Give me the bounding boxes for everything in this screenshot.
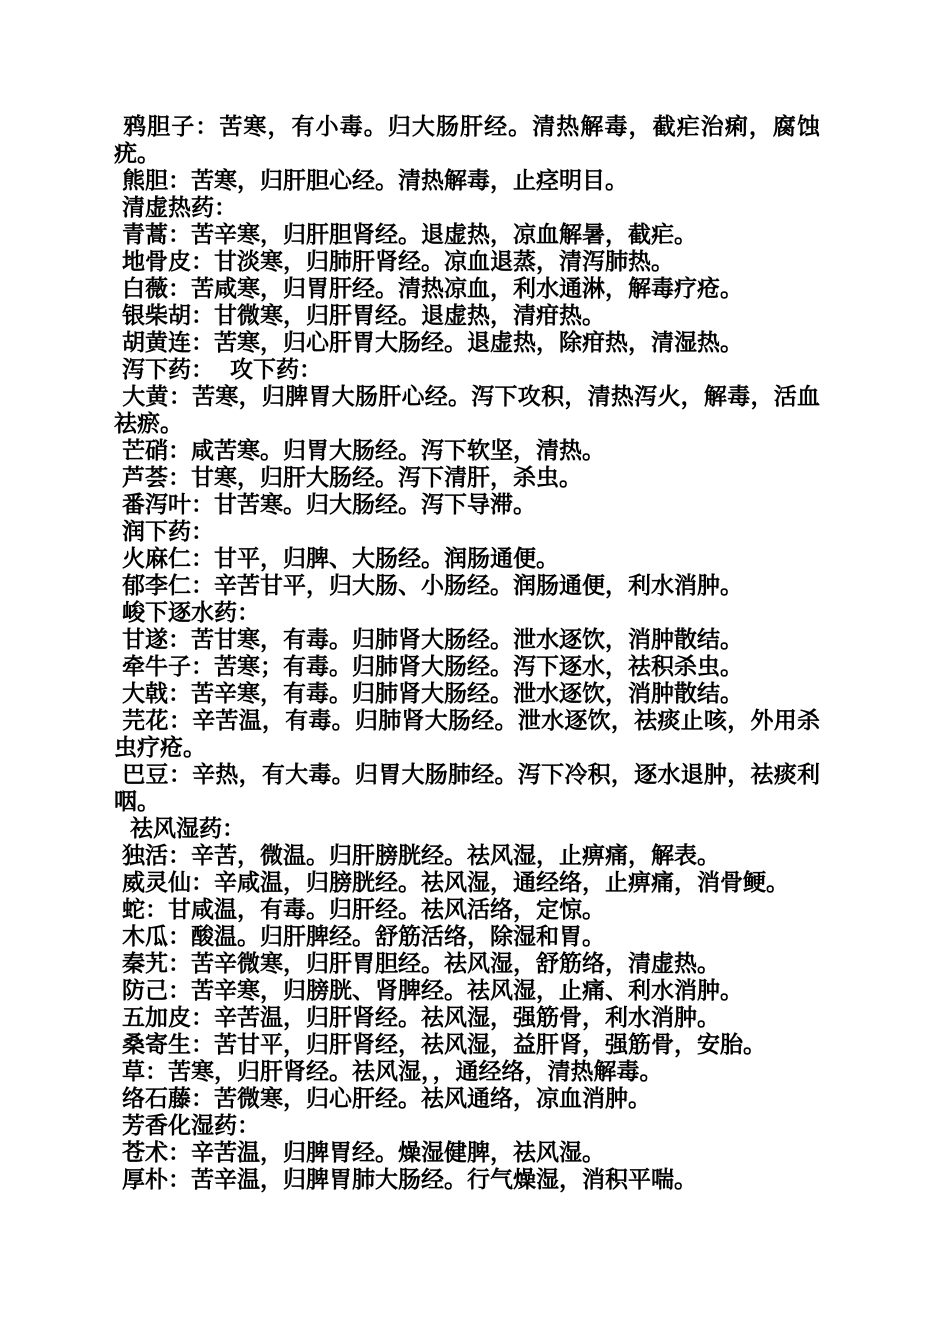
text-line: 防己：苦辛寒，归膀胱、肾脾经。祛风湿，止痛、利水消肿。 (114, 978, 744, 1004)
section-heading: 芳香化湿药： (114, 1113, 261, 1139)
text-line: 芫花：辛苦温，有毒。归肺肾大肠经。泄水逐饮，祛痰止咳，外用杀虫疗疮。 (114, 708, 820, 761)
section-heading: 祛风湿药： (114, 816, 246, 842)
text-line: 大黄：苦寒，归脾胃大肠肝心经。泻下攻积，清热泻火，解毒，活血祛瘀。 (114, 384, 820, 437)
section-heading: 清虚热药： (114, 195, 238, 221)
text-line: 大戟：苦辛寒，有毒。归肺肾大肠经。泄水逐饮，消肿散结。 (114, 681, 744, 707)
text-line: 胡黄连：苦寒，归心肝胃大肠经。退虚热，除疳热，清湿热。 (114, 330, 744, 356)
text-line: 威灵仙：辛咸温，归膀胱经。祛风湿，通经络，止痹痛，消骨鲠。 (114, 870, 790, 896)
text-line: 甘遂：苦甘寒，有毒。归肺肾大肠经。泄水逐饮，消肿散结。 (114, 627, 744, 653)
document-body (114, 114, 820, 1194)
text-line: 木瓜：酸温。归肝脾经。舒筋活络，除湿和胃。 (114, 924, 606, 950)
text-line: 巴豆：辛热，有大毒。归胃大肠肺经。泻下冷积，逐水退肿，祛痰利咽。 (114, 762, 820, 815)
text-line: 芒硝：咸苦寒。归胃大肠经。泻下软坚，清热。 (114, 438, 606, 464)
text-line: 芦荟：甘寒，归肝大肠经。泻下清肝，杀虫。 (114, 465, 583, 491)
text-line: 地骨皮：甘淡寒，归肺肝肾经。凉血退蒸，清泻肺热。 (114, 249, 675, 275)
text-line: 草：苦寒，归肝肾经。祛风湿，，通经络，清热解毒。 (114, 1059, 663, 1085)
text-line: 五加皮：辛苦温，归肝肾经。祛风湿，强筋骨，利水消肿。 (114, 1005, 721, 1031)
section-heading: 峻下逐水药： (114, 600, 261, 626)
text-line: 桑寄生：苦甘平，归肝肾经，祛风湿，益肝肾，强筋骨，安胎。 (114, 1032, 767, 1058)
text-line: 番泻叶：甘苦寒。归大肠经。泻下导滞。 (114, 492, 537, 518)
text-line: 郁李仁：辛苦甘平，归大肠、小肠经。润肠通便，利水消肿。 (114, 573, 744, 599)
text-line: 火麻仁：甘平，归脾、大肠经。润肠通便。 (114, 546, 560, 572)
text-line: 厚朴：苦辛温，归脾胃肺大肠经。行气燥湿，消积平喘。 (114, 1167, 698, 1193)
text-line: 络石藤：苦微寒，归心肝经。祛风通络，凉血消肿。 (114, 1086, 652, 1112)
text-line: 鸦胆子：苦寒，有小毒。归大肠肝经。清热解毒，截疟治痢，腐蚀疣。 (114, 114, 820, 167)
section-heading: 润下药： (114, 519, 215, 545)
text-line: 蛇：甘咸温，有毒。归肝经。祛风活络，定惊。 (114, 897, 606, 923)
text-line: 苍术：辛苦温，归脾胃经。燥湿健脾，祛风湿。 (114, 1140, 606, 1166)
text-line: 青蒿：苦辛寒，归肝胆肾经。退虚热，凉血解暑，截疟。 (114, 222, 698, 248)
text-line: 熊胆：苦寒，归肝胆心经。清热解毒，止痉明目。 (114, 168, 629, 194)
text-line: 银柴胡：甘微寒，归肝胃经。退虚热，清疳热。 (114, 303, 606, 329)
text-line: 牵牛子：苦寒；有毒。归肺肾大肠经。泻下逐水，祛积杀虫。 (114, 654, 744, 680)
text-line: 独活：辛苦，微温。归肝膀胱经。祛风湿，止痹痛，解表。 (114, 843, 721, 869)
text-line: 秦艽：苦辛微寒，归肝胃胆经。祛风湿，舒筋络，清虚热。 (114, 951, 721, 977)
section-heading: 泻下药： 攻下药： (114, 357, 323, 383)
text-line: 白薇：苦咸寒，归胃肝经。清热凉血，利水通淋，解毒疗疮。 (114, 276, 744, 302)
